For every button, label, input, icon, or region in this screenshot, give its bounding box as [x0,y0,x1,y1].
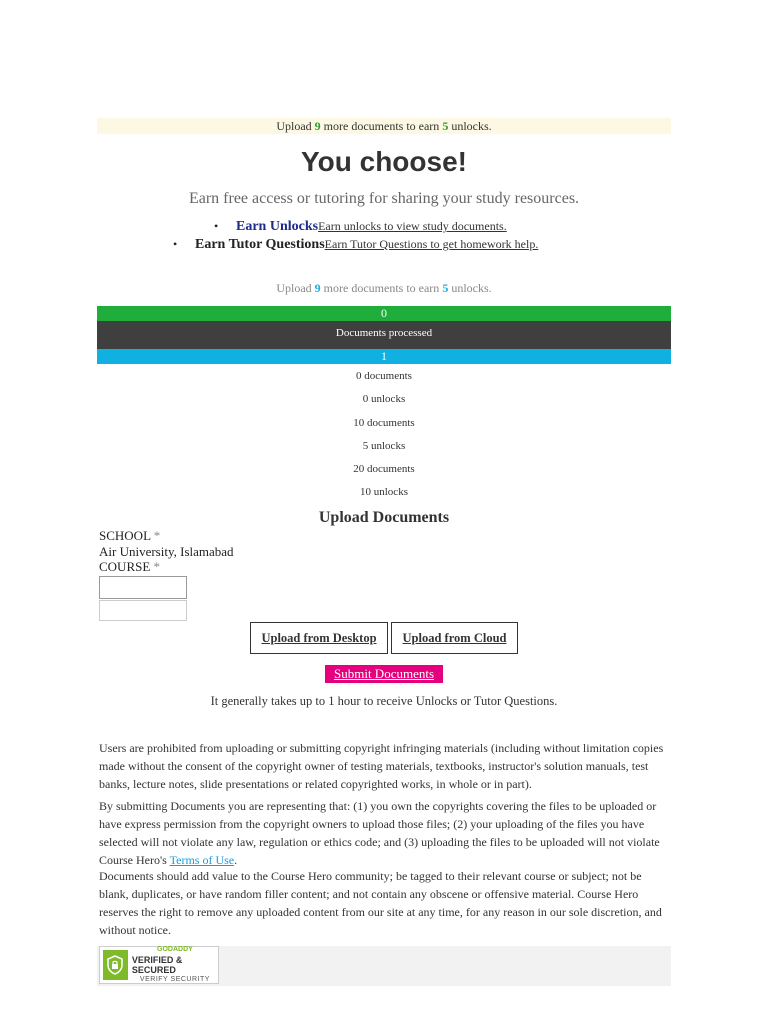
upload-section-title: Upload Documents [318,509,450,526]
content-guidelines-notice: Documents should add value to the Course Hero community; be tagged to their relevant course or subject; not be blank, duplicates, or have random filler content; and not contain any obscene or offensive material. Course Hero reserves the right to remove any uploaded content from our site at any time, for any reason in our sole discretion, and without notice. [99,869,662,937]
documents-processed-label: Documents processed [97,321,671,349]
milestone-item: 10 documents [353,416,415,429]
earn-option-desc[interactable]: Earn unlocks to view study documents. [318,219,507,233]
page-title: You choose! [301,146,467,177]
upload-incentive-banner: Upload 9 more documents to earn 5 unlocks. [97,118,671,134]
earn-option-title[interactable]: Earn Unlocks [236,219,319,234]
milestone-item: 10 unlocks [360,486,408,499]
school-value[interactable]: Air University, Islamabad [99,544,234,559]
milestone-list [97,366,671,506]
milestone-item: 20 documents [353,463,415,476]
course-input[interactable] [99,576,187,599]
milestone-item: 0 unlocks [362,393,406,406]
banner-doc-count: 9 [314,119,321,133]
bullet-icon: • [214,219,219,233]
earn-option-title[interactable]: Earn Tutor Questions [195,237,325,252]
seal-text: GODADDY VERIFIED & SECURED VERIFY SECURITY [131,946,210,983]
earn-option-unlocks[interactable] [236,217,507,235]
level-bar: 1 [97,349,671,364]
banner-unlock-count: 5 [442,119,449,133]
lock-icon [103,950,128,980]
terms-of-use-link[interactable]: Terms of Use [169,853,235,867]
course-label: COURSE * [99,559,161,574]
representation-notice: By submitting Documents you are representing that: (1) you own the copyrights covering the files to be uploaded or have express permission from the copyright owners to upload those files; (2) your uploading of the files you have selected will not violate any law, regulation or ethics code; and (3) uploading the files to be uploaded will not violate Course Hero's Terms of Use. [99,799,660,867]
school-label: SCHOOL * [99,528,161,543]
timing-note: It generally takes up to 1 hour to receive Unlocks or Tutor Questions. [210,694,558,708]
godaddy-security-seal[interactable] [99,946,219,984]
required-mark: * [153,559,161,574]
earn-option-tutor-questions[interactable] [195,235,538,253]
upload-progress-text: Upload 9 more documents to earn 5 unlocks. [276,281,492,295]
processed-count-bar: 0 [97,306,671,321]
unlock-reward-count: 5 [442,281,449,295]
upload-from-desktop-button[interactable]: Upload from Desktop [250,622,388,654]
required-mark: * [153,528,161,543]
remaining-doc-count: 9 [314,281,321,295]
copyright-notice: Users are prohibited from uploading or submitting copyright infringing materials (including without limitation copies made without the consent of the copyright owner of testing materials, textbooks, instructor's solution manuals, test banks, lecture notes, slide presentations or related copyrighted works, in whole or in part). [99,741,664,791]
page-subtitle: Earn free access or tutoring for sharing your study resources. [188,190,580,207]
milestone-item: 0 documents [356,370,412,382]
bullet-icon: • [173,237,178,251]
submit-documents-button[interactable]: Submit Documents [325,665,443,683]
earn-option-desc[interactable]: Earn Tutor Questions to get homework help. [324,237,539,251]
upload-from-cloud-button[interactable]: Upload from Cloud [391,622,518,654]
milestone-item: 5 unlocks [362,439,406,452]
course-secondary-input[interactable] [99,600,187,621]
